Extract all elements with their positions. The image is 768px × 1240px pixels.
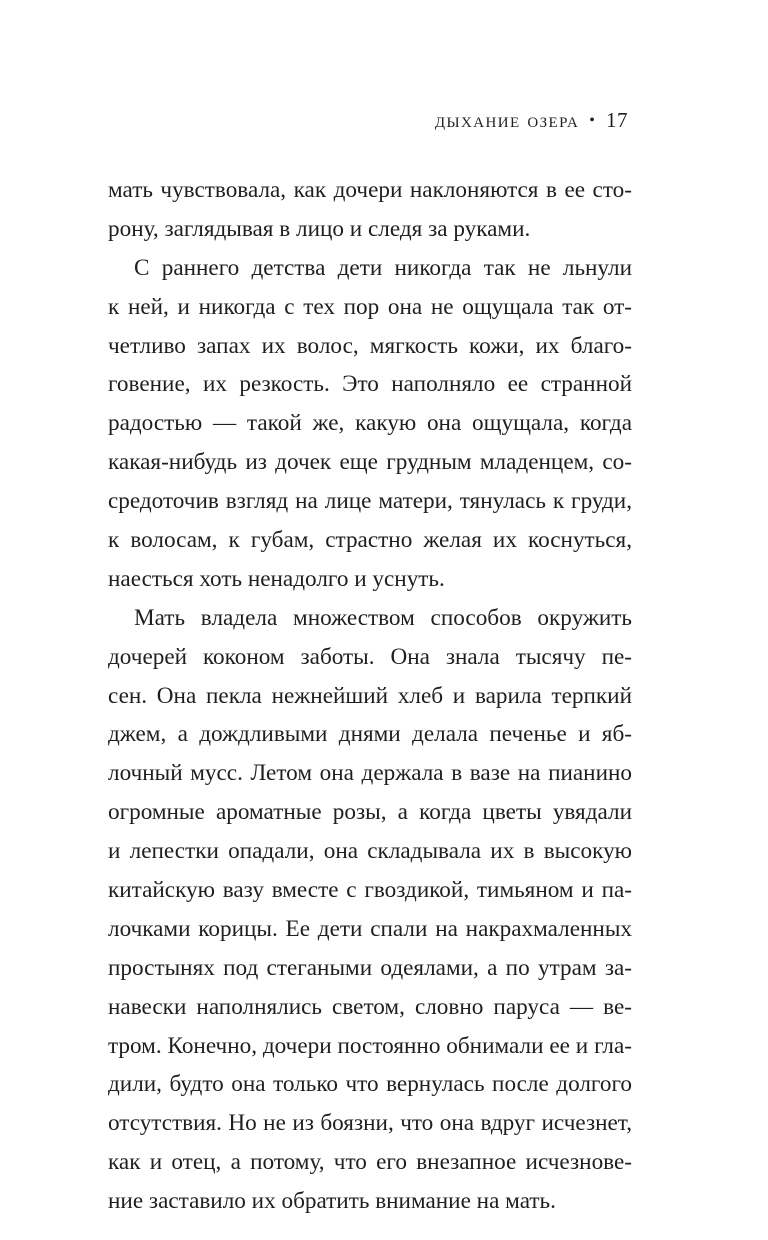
text-line: какая-нибудь из дочек еще грудным младенцем, со- [108, 449, 632, 476]
running-head-title: дыхание озера [434, 107, 580, 132]
text-line: как и отец, а потому, что его внезапное исчезнове- [108, 1149, 632, 1176]
page-number: 17 [606, 108, 628, 132]
text-line: и лепестки опадали, она складывала их в высокую [108, 838, 632, 865]
running-head-separator: • [589, 112, 596, 129]
text-line: ние заставило их обратить внимание на мать. [108, 1188, 556, 1215]
text-line: сен. Она пекла нежнейший хлеб и варила терпкий [108, 682, 632, 709]
text-line: Мать владела множеством способов окружить [134, 604, 632, 631]
text-line: говение, их резкость. Это наполняло ее странной [108, 371, 632, 398]
text-line: джем, а дождливыми днями делала печенье и яб- [108, 721, 632, 748]
text-line: дили, будто она только что вернулась после долгого [108, 1071, 632, 1098]
text-line: средоточив взгляд на лице матери, тянулась к груди, [108, 488, 632, 515]
text-line: тром. Конечно, дочери постоянно обнимали ее и гла- [108, 1032, 632, 1059]
text-line: радостью — такой же, какую она ощущала, когда [108, 410, 632, 437]
text-line: отсутствия. Но не из боязни, что она вдруг исчезнет, [108, 1110, 632, 1137]
text-line: простынях под стегаными одеялами, а по утрам за- [108, 954, 632, 981]
text-line: наесться хоть ненадолго и уснуть. [108, 565, 445, 592]
text-line: к ней, и никогда с тех пор она не ощущала так от- [108, 293, 632, 320]
text-line: дочерей коконом заботы. Она знала тысячу пе- [108, 643, 632, 670]
text-line: лочками корицы. Ее дети спали на накрахмаленных [108, 915, 632, 942]
text-line: навески наполнялись светом, словно паруса — ве- [108, 993, 632, 1020]
running-head [435, 107, 628, 133]
text-line: огромные ароматные розы, а когда цветы увядали [108, 799, 632, 826]
text-line: мать чувствовала, как дочери наклоняются в ее сто- [108, 177, 632, 203]
text-line: лочный мусс. Летом она держала в вазе на пианино [108, 760, 632, 787]
text-line: С раннего детства дети никогда так не льнули [134, 254, 632, 281]
text-line: к волосам, к губам, страстно желая их коснуться, [108, 527, 632, 554]
text-line: рону, заглядывая в лицо и следя за руками. [108, 215, 531, 242]
text-line: четливо запах их волос, мягкость кожи, их благо- [108, 332, 632, 359]
body-text [108, 171, 632, 1221]
text-line: китайскую вазу вместе с гвоздикой, тимьяном и па- [108, 877, 632, 904]
